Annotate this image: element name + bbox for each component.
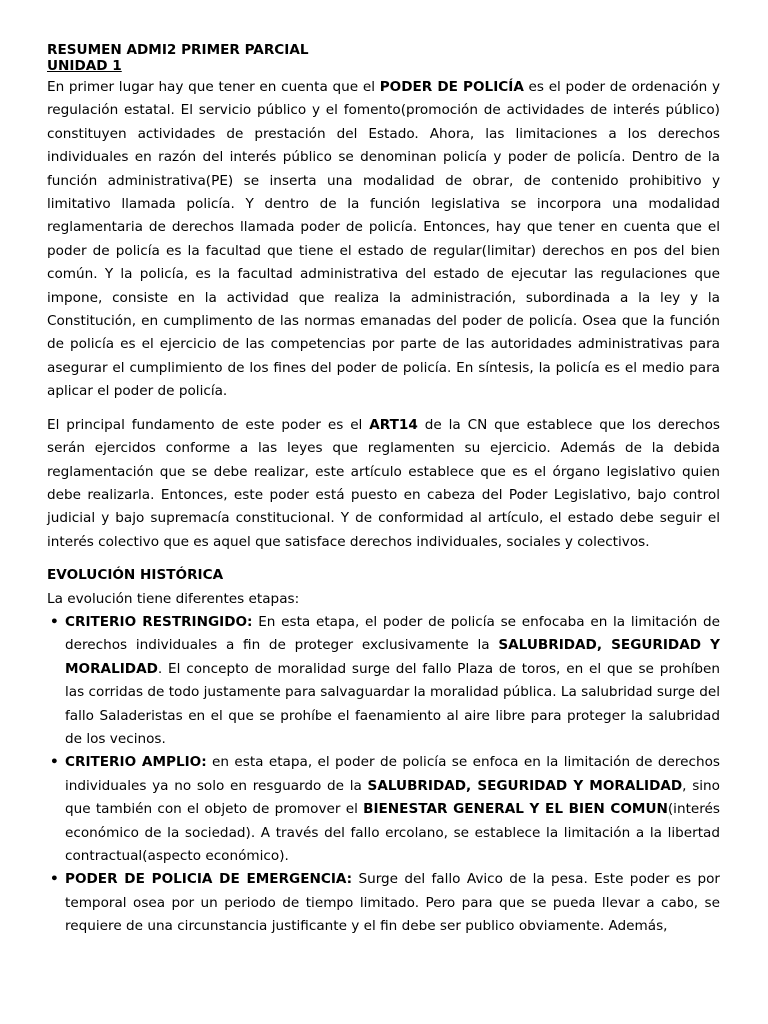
- criteria-label: CRITERIO AMPLIO:: [65, 754, 207, 771]
- bold-term: ART14: [369, 416, 418, 433]
- paragraph-text: de la CN que establece que los derechos serán ejercidos conforme a las leyes que reglamenten su ejercicio. Además de la debida reglamentación que se debe realizar, este artículo establece que es el órgano legislativo quien debe realizarla. Entonces, este poder está puesto en cabeza del Poder Legislativo, bajo control judicial y bajo supremacía constitucional. Y de conformidad al artículo, el estado debe seguir el interés colectivo que es aquel que satisface derechos individuales, sociales y colectivos.: [47, 416, 720, 550]
- list-item-text: . El concepto de moralidad surge del fallo Plaza de toros, en el que se prohíben las corridas de todo justamente para salvaguardar la moralidad pública. La salubridad surge del fallo Saladeristas en el que se prohíbe el faenamiento al aire libre para proteger la salubridad de los vecinos.: [65, 660, 720, 747]
- bold-term: BIENESTAR GENERAL Y EL BIEN COMUN: [363, 801, 668, 818]
- list-item-text: en esta etapa, el poder de policía se enfoca en la limitación de derechos individuales ya no solo en resguardo de la: [65, 754, 720, 794]
- section-heading-evolucion: EVOLUCIÓN HISTÓRICA: [47, 567, 224, 584]
- criteria-list: [47, 611, 720, 939]
- bullet-icon: •: [50, 754, 59, 771]
- paragraph-text: En primer lugar hay que tener en cuenta que el: [47, 79, 380, 95]
- paragraph-text: El principal fundamento de este poder es el: [47, 416, 370, 433]
- list-item-text: Surge del fallo Avico de la pesa. Este poder es por temporal osea por un periodo de tiempo limitado. Pero para que se pueda llevar a cabo, se requiere de una circunstancia justificante y el fin debe ser publico obviamente. Además,: [65, 871, 720, 935]
- list-item-text: En esta etapa, el poder de policía se enfocaba en la limitación de derechos individuales a fin de proteger exclusivamente la: [65, 613, 720, 654]
- list-item: [47, 611, 720, 751]
- paragraph-fundamento: [47, 414, 720, 554]
- unit-heading: UNIDAD 1: [47, 58, 122, 74]
- bold-term: PODER DE POLICÍA: [379, 79, 524, 95]
- criteria-label: PODER DE POLICIA DE EMERGENCIA:: [65, 871, 353, 888]
- paragraph-poder-de-policia: [47, 76, 720, 404]
- list-item: [47, 751, 720, 868]
- list-item: [47, 868, 720, 938]
- section-intro: La evolución tiene diferentes etapas:: [47, 590, 300, 607]
- criteria-label: CRITERIO RESTRINGIDO:: [65, 613, 253, 630]
- list-item-text: (interés económico de la sociedad). A través del fallo ercolano, se establece la limitación a la libertad contractual(aspecto económico).: [65, 801, 720, 864]
- bullet-icon: •: [50, 613, 59, 630]
- document-page: [47, 42, 720, 939]
- paragraph-text: es el poder de ordenación y regulación estatal. El servicio público y el fomento(promoción de actividades de interés público) constituyen actividades de prestación del Estado. Ahora, las limitaciones a los derechos individuales en razón del interés público se denominan policía y poder de policía. Dentro de la función administrativa(PE) se inserta una modalidad de obrar, de contenido prohibitivo y limitativo llamada policía. Y dentro de la función legislativa se incorpora una modalidad reglamentaria de derechos llamada poder de policía. Entonces, hay que tener en cuenta que el poder de policía es la facultad que tiene el estado de regular(limitar) derechos en pos del bien común. Y la policía, es la facultad administrativa del estado de ejecutar las regulaciones que impone, consiste en la actividad que realiza la administración, subordinada a la ley y la Constitución, en cumplimento de las normas emanadas del poder de policía. Osea que la función de policía es el ejercicio de las competencias por parte de las autoridades administrativas para asegurar el cumplimiento de los fines del poder de policía. En síntesis, la policía es el medio para aplicar el poder de policía.: [47, 79, 720, 400]
- bold-term: SALUBRIDAD, SEGURIDAD Y MORALIDAD: [65, 637, 720, 677]
- document-title: RESUMEN ADMI2 PRIMER PARCIAL: [47, 42, 309, 58]
- bold-term: SALUBRIDAD, SEGURIDAD Y MORALIDAD: [367, 777, 683, 794]
- list-item-text: , sino que también con el objeto de promover el: [65, 777, 720, 818]
- bullet-icon: •: [50, 871, 59, 888]
